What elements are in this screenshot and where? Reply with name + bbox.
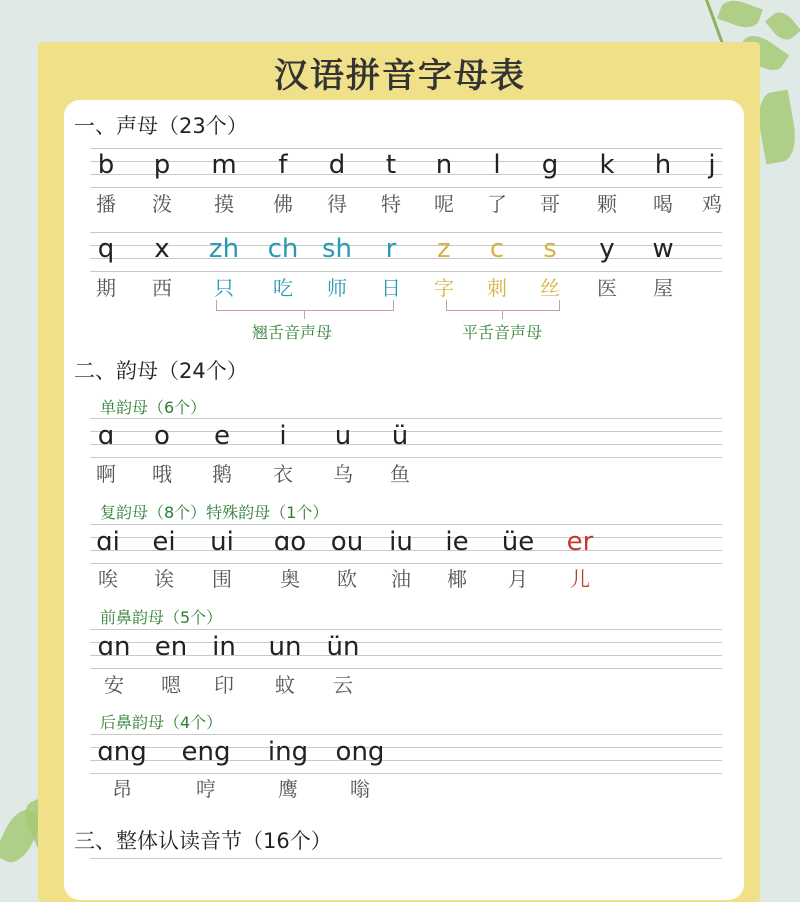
example-character: 呢 xyxy=(434,192,454,216)
simple-finals-label: 单韵母（6个） xyxy=(100,398,207,417)
example-character: 蚊 xyxy=(275,673,295,697)
compound-finals-label: 复韵母（8个）特殊韵母（1个） xyxy=(100,503,329,522)
page-title: 汉语拼音字母表 xyxy=(274,56,526,96)
example-character: 印 xyxy=(214,673,234,697)
pinyin-z: z xyxy=(437,234,451,264)
flat-bracket-tick xyxy=(502,311,503,319)
pinyin-in: in xyxy=(212,632,236,662)
pinyin-un: un xyxy=(268,632,302,662)
pinyin-l: l xyxy=(493,150,501,180)
example-character: 日 xyxy=(381,276,401,300)
example-character: 特 xyxy=(381,192,401,216)
retroflex-bracket-tick xyxy=(304,311,305,319)
pinyin-ü: ü xyxy=(391,421,409,451)
pinyin-e: e xyxy=(214,421,230,451)
retroflex-bracket xyxy=(216,300,394,311)
example-character: 奥 xyxy=(280,567,300,591)
example-character: 唉 xyxy=(98,567,118,591)
pinyin-ɑ: ɑ xyxy=(97,421,115,451)
pinyin-i: i xyxy=(279,421,287,451)
leaf-decoration xyxy=(717,0,763,32)
example-character: 嗡 xyxy=(350,777,370,801)
example-character: 得 xyxy=(327,192,347,216)
leaf-decoration xyxy=(765,7,800,44)
pinyin-d: d xyxy=(328,150,346,180)
example-character: 诶 xyxy=(154,567,174,591)
example-character: 播 xyxy=(96,192,116,216)
example-character: 椰 xyxy=(447,567,467,591)
pinyin-iu: iu xyxy=(389,527,413,557)
example-character: 围 xyxy=(212,567,232,591)
example-character: 儿 xyxy=(570,567,590,591)
example-character: 欧 xyxy=(337,567,357,591)
pinyin-n: n xyxy=(435,150,453,180)
example-character: 喝 xyxy=(653,192,673,216)
example-character: 啊 xyxy=(96,462,116,486)
writing-lines xyxy=(90,858,722,898)
pinyin-üe: üe xyxy=(501,527,535,557)
pinyin-ɑi: ɑi xyxy=(96,527,120,557)
example-character: 哼 xyxy=(196,777,216,801)
pinyin-c: c xyxy=(489,234,505,264)
pinyin-m: m xyxy=(211,150,237,180)
example-character: 屋 xyxy=(653,276,673,300)
pinyin-eng: eng xyxy=(181,737,231,767)
example-character: 丝 xyxy=(540,276,560,300)
example-character: 昂 xyxy=(112,777,132,801)
example-character: 鱼 xyxy=(390,462,410,486)
pinyin-w: w xyxy=(652,234,674,264)
pinyin-ɑn: ɑn xyxy=(97,632,131,662)
example-character: 佛 xyxy=(273,192,293,216)
pinyin-o: o xyxy=(154,421,170,451)
front-nasal-label: 前鼻韵母（5个） xyxy=(100,608,223,627)
pinyin-ie: ie xyxy=(445,527,469,557)
pinyin-t: t xyxy=(385,150,397,180)
example-character: 只 xyxy=(214,276,234,300)
example-character: 哥 xyxy=(540,192,560,216)
example-character: 鹅 xyxy=(212,462,232,486)
pinyin-ei: ei xyxy=(152,527,176,557)
pinyin-u: u xyxy=(334,421,352,451)
pinyin-sh: sh xyxy=(321,234,353,264)
pinyin-x: x xyxy=(154,234,170,264)
flat-label: 平舌音声母 xyxy=(462,323,543,342)
example-character: 泼 xyxy=(152,192,172,216)
pinyin-k: k xyxy=(599,150,615,180)
example-character: 乌 xyxy=(333,462,353,486)
example-character: 衣 xyxy=(273,462,293,486)
pinyin-ɑo: ɑo xyxy=(273,527,307,557)
pinyin-j: j xyxy=(708,150,716,180)
initials-heading: 一、声母（23个） xyxy=(74,114,248,138)
pinyin-g: g xyxy=(541,150,559,180)
pinyin-en: en xyxy=(154,632,188,662)
pinyin-p: p xyxy=(153,150,171,180)
example-character: 颗 xyxy=(597,192,617,216)
retroflex-label: 翘舌音声母 xyxy=(252,323,333,342)
pinyin-ui: ui xyxy=(210,527,234,557)
example-character: 油 xyxy=(391,567,411,591)
example-character: 安 xyxy=(104,673,124,697)
pinyin-ün: ün xyxy=(326,632,360,662)
pinyin-b: b xyxy=(97,150,115,180)
example-character: 月 xyxy=(508,567,528,591)
pinyin-ing: ing xyxy=(267,737,309,767)
example-character: 云 xyxy=(333,673,353,697)
finals-heading: 二、韵母（24个） xyxy=(74,359,248,383)
example-character: 了 xyxy=(487,192,507,216)
example-character: 吃 xyxy=(273,276,293,300)
example-character: 嗯 xyxy=(161,673,181,697)
flat-bracket xyxy=(446,300,560,311)
pinyin-q: q xyxy=(97,234,115,264)
pinyin-s: s xyxy=(543,234,557,264)
pinyin-y: y xyxy=(599,234,615,264)
example-character: 期 xyxy=(96,276,116,300)
example-character: 哦 xyxy=(152,462,172,486)
pinyin-ɑng: ɑng xyxy=(97,737,147,767)
example-character: 鹰 xyxy=(278,777,298,801)
example-character: 西 xyxy=(152,276,172,300)
example-character: 摸 xyxy=(214,192,234,216)
pinyin-zh: zh xyxy=(208,234,240,264)
pinyin-ch: ch xyxy=(267,234,299,264)
pinyin-f: f xyxy=(278,150,288,180)
pinyin-h: h xyxy=(654,150,672,180)
example-character: 刺 xyxy=(487,276,507,300)
back-nasal-label: 后鼻韵母（4个） xyxy=(100,713,223,732)
example-character: 字 xyxy=(434,276,454,300)
example-character: 师 xyxy=(327,276,347,300)
example-character: 医 xyxy=(597,276,617,300)
pinyin-ou: ou xyxy=(330,527,364,557)
pinyin-r: r xyxy=(385,234,397,264)
whole-syllables-heading: 三、整体认读音节（16个） xyxy=(74,829,332,853)
example-character: 鸡 xyxy=(702,192,722,216)
pinyin-er: er xyxy=(566,527,594,557)
pinyin-ong: ong xyxy=(335,737,385,767)
leaf-decoration xyxy=(754,90,800,165)
